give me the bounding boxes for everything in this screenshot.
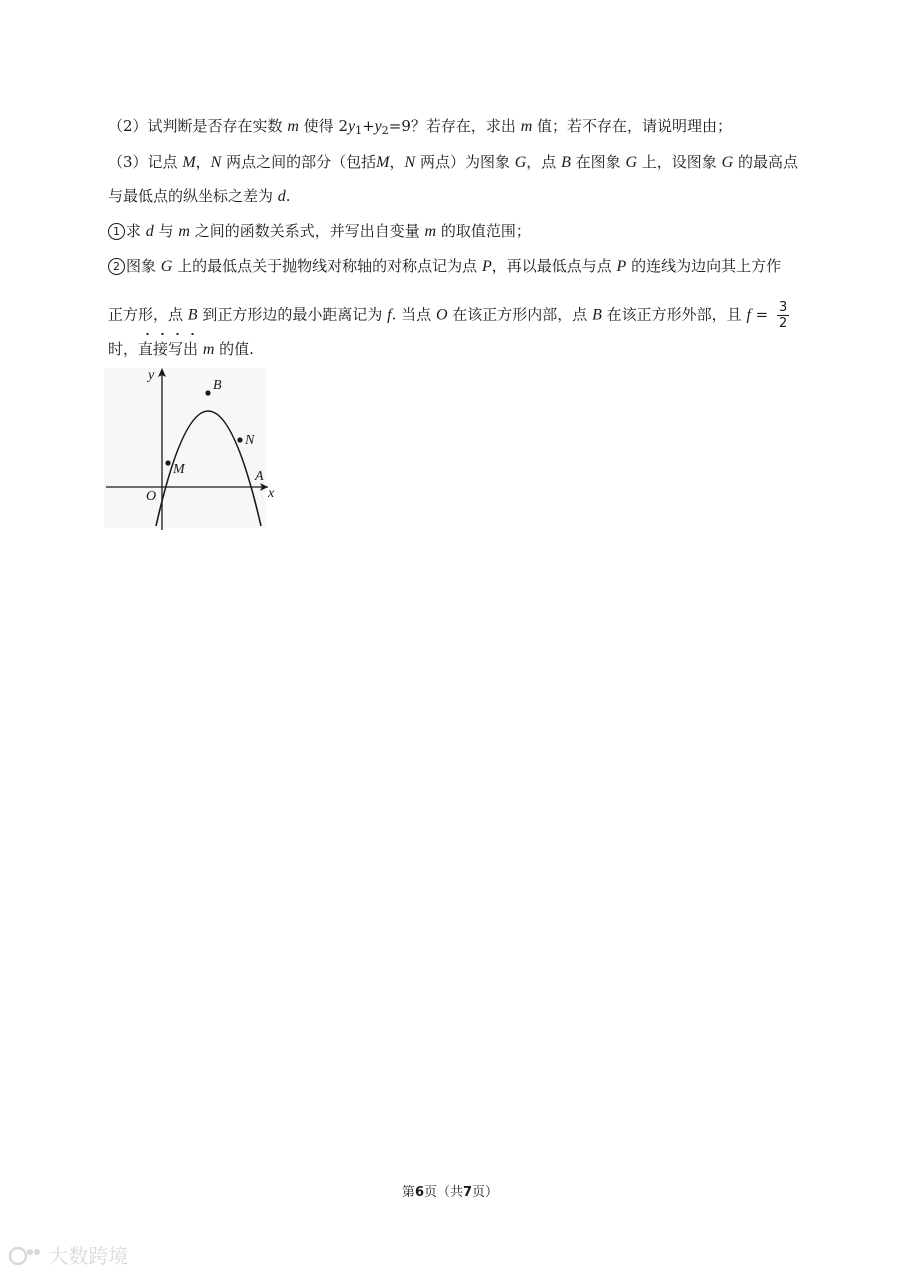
q2-text: （2）试判断是否存在实数 <box>108 117 283 135</box>
q3-text: . <box>285 187 291 205</box>
var-d: d <box>145 223 154 240</box>
var-f: f <box>387 306 392 324</box>
var-m: m <box>178 223 190 240</box>
footer-text: 页） <box>472 1185 499 1200</box>
point-M-label: M <box>173 462 185 477</box>
var-y1: y <box>347 118 356 135</box>
q3-text: （3）记点 <box>108 153 178 171</box>
var-P: P <box>616 258 627 275</box>
q3-text: 上，设图象 <box>641 153 717 171</box>
sub2-text: 时， <box>108 340 139 358</box>
var-m: m <box>202 341 215 358</box>
footer-text: 第 <box>401 1185 415 1200</box>
figure-background <box>104 368 266 528</box>
point-N-label: N <box>245 433 255 448</box>
point-B-label: B <box>213 378 222 393</box>
var-N: N <box>210 154 222 171</box>
q2-text: 值；若不存在，请说明理由； <box>537 117 733 135</box>
var-B: B <box>561 154 571 171</box>
var-d: d <box>277 188 286 205</box>
var-N: N <box>404 154 416 171</box>
fraction-numerator: 3 <box>779 300 788 315</box>
parabola-figure <box>100 362 285 532</box>
var-f: f <box>746 306 751 324</box>
footer-text: 页（共 <box>423 1185 463 1200</box>
var-P: P <box>481 258 492 275</box>
question-2 <box>108 116 732 141</box>
var-M: M <box>182 154 196 171</box>
sub1-text: 求 <box>126 222 142 240</box>
var-G: G <box>625 154 638 171</box>
q3-text: 在图象 <box>575 153 621 171</box>
var-m: m <box>520 118 533 135</box>
plus-sign: + <box>362 117 375 135</box>
sub2-text: ，再以最低点与点 <box>491 257 612 275</box>
total-pages: 7 <box>463 1185 473 1200</box>
x-axis-label: x <box>268 486 275 501</box>
q3-text: 与最低点的纵坐标之差为 <box>108 187 274 205</box>
watermark-text: 大数跨境 <box>48 1244 129 1268</box>
fraction-3-over-2 <box>777 300 789 331</box>
equals-sign: = <box>750 305 773 324</box>
circled-number-1: 1 <box>108 223 125 240</box>
var-O: O <box>435 306 448 324</box>
sub-question-2 <box>108 256 781 277</box>
sub2-text: 的值. <box>219 340 254 358</box>
sub2-text: 图象 <box>126 257 157 275</box>
var-B: B <box>592 306 602 324</box>
page-number: 6 <box>414 1185 424 1200</box>
sub1-text: 与 <box>158 222 174 240</box>
sub-question-2-line-3 <box>108 339 254 360</box>
fraction-denominator: 2 <box>779 316 788 331</box>
origin-label: O <box>146 489 157 504</box>
y-axis-label: y <box>148 368 155 383</box>
var-G: G <box>514 154 527 171</box>
var-G: G <box>721 154 734 171</box>
var-G: G <box>160 258 173 275</box>
watermark-logo-icon <box>8 1244 42 1268</box>
watermark <box>8 1240 128 1269</box>
q3-text: 的最高点 <box>737 153 798 171</box>
question-3 <box>108 152 798 173</box>
sub-question-1 <box>108 221 531 242</box>
var-M: M <box>376 154 390 171</box>
q3-text: 两点）为图象 <box>419 153 510 171</box>
point-A-label: A <box>255 469 264 484</box>
q3-text: ， <box>195 153 211 171</box>
circled-number-2: 2 <box>108 258 125 275</box>
emphasized-text: 直接写出 <box>138 340 199 358</box>
var-m: m <box>424 223 437 240</box>
sub2-text: 在该正方形外部，且 <box>606 305 742 324</box>
question-3-line-2 <box>108 186 291 207</box>
q2-text: =9？若存在，求出 <box>388 117 516 135</box>
sub1-text: 的取值范围； <box>440 222 531 240</box>
sub2-text: 的连线为边向其上方作 <box>631 257 782 275</box>
sub2-text: 到正方形边的最小距离记为 <box>202 305 383 324</box>
sub1-text: 之间的函数关系式，并写出自变量 <box>194 222 420 240</box>
sub2-text: . 当点 <box>391 305 432 324</box>
subscript-2: 2 <box>381 124 389 137</box>
sub2-text: 在该正方形内部，点 <box>452 305 588 324</box>
var-y2: y <box>374 118 382 135</box>
q2-text: 使得 2 <box>303 117 348 135</box>
q3-text: ，点 <box>526 153 557 171</box>
sub2-text: 上的最低点关于抛物线对称轴的对称点记为点 <box>177 257 478 275</box>
point-B <box>205 390 210 395</box>
subscript-1: 1 <box>355 124 363 137</box>
q3-text: ， <box>389 153 405 171</box>
sub2-text: 正方形，点 <box>108 305 184 324</box>
point-M <box>165 460 170 465</box>
page-footer <box>0 1181 900 1200</box>
var-B: B <box>187 306 198 324</box>
var-m: m <box>287 118 299 135</box>
q3-text: 两点之间的部分（包括 <box>226 153 377 171</box>
point-N <box>237 437 242 442</box>
sub-question-2-line-2 <box>108 300 789 331</box>
